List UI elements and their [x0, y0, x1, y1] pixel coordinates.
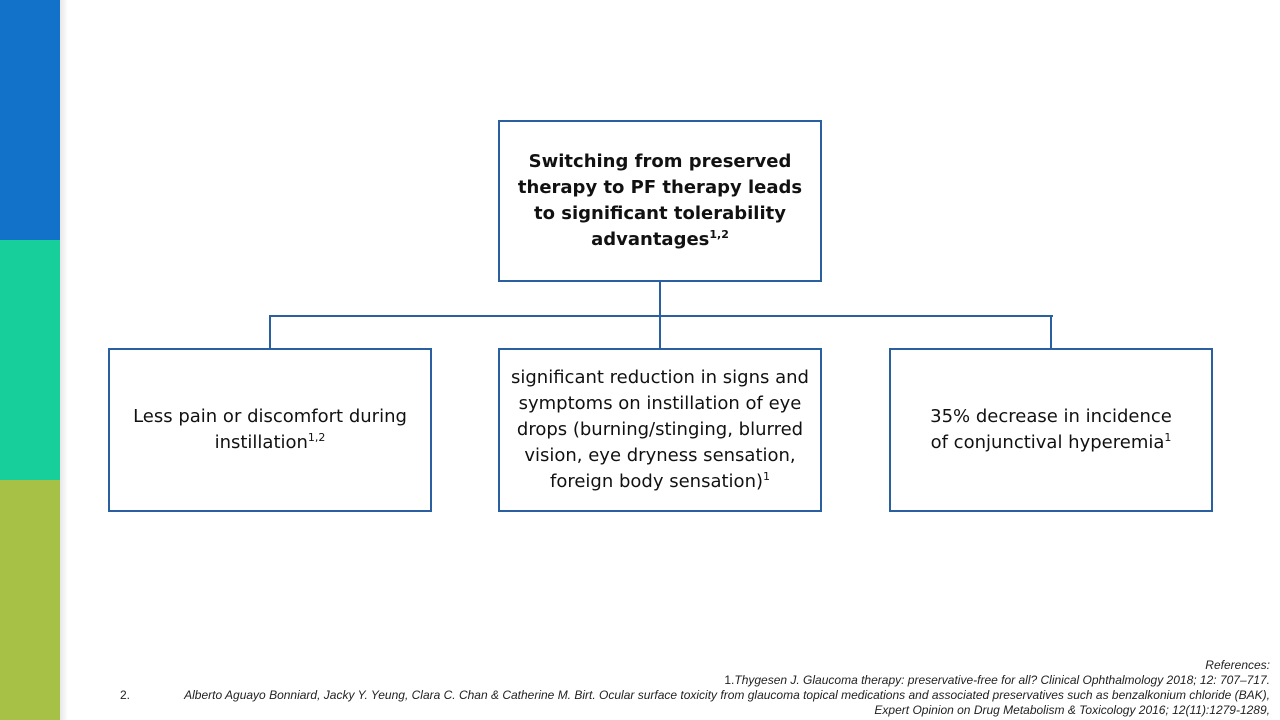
side-band-green [0, 480, 60, 720]
references-title: References: [1205, 658, 1270, 672]
child-footnote: 1 [763, 470, 770, 483]
reference-number: 1. [724, 673, 735, 687]
side-band-teal [0, 240, 60, 480]
reference-text: Alberto Aguayo Bonniard, Jacky Y. Yeung, Clara C. Chan & Catherine M. Birt. Ocular surface toxicity from glaucoma topical medications and associated preservatives such as benzalkonium chloride (BAK), Expert Opinion on Drug Metabolism & Toxicology 2016; 12(11):1279-1289, [184, 688, 1270, 717]
reference-item-2 [120, 688, 1270, 718]
side-band-blue [0, 0, 60, 240]
child-text [897, 404, 1205, 456]
child-footnote: 1 [1164, 431, 1172, 444]
side-band-shadow [60, 0, 68, 720]
diagram-root-box [498, 120, 822, 282]
reference-number: 2. [120, 688, 131, 702]
reference-item-1 [120, 673, 1270, 688]
connector-mid [659, 315, 661, 349]
references [120, 658, 1270, 718]
child-text [506, 365, 814, 495]
connector-right [1050, 315, 1052, 349]
child-label: Less pain or discomfort during instillation [133, 406, 407, 453]
child-footnote: 1,2 [307, 431, 326, 444]
reference-text: Thygesen J. Glaucoma therapy: preservative-free for all? Clinical Ophthalmology 2018; 12: 707–717. [734, 673, 1270, 687]
diagram-child-box-pain [108, 348, 432, 512]
connector-horizontal [269, 315, 1053, 317]
root-text [516, 149, 804, 253]
connector-left [269, 315, 271, 349]
connector-trunk [659, 282, 661, 316]
root-label: Switching from preserved therapy to PF therapy leads to significant tolerability advantages [517, 151, 803, 250]
child-label: significant reduction in signs and symptoms on instillation of eye drops (burning/stinging, blurred vision, eye dryness sensation, foreign body sensation) [511, 367, 809, 492]
diagram-child-box-symptoms [498, 348, 822, 512]
child-text [116, 404, 424, 456]
root-footnote: 1,2 [709, 228, 729, 241]
child-label: 35% decrease in incidence of conjunctival hyperemia [930, 406, 1172, 453]
diagram-child-box-hyperemia [889, 348, 1213, 512]
